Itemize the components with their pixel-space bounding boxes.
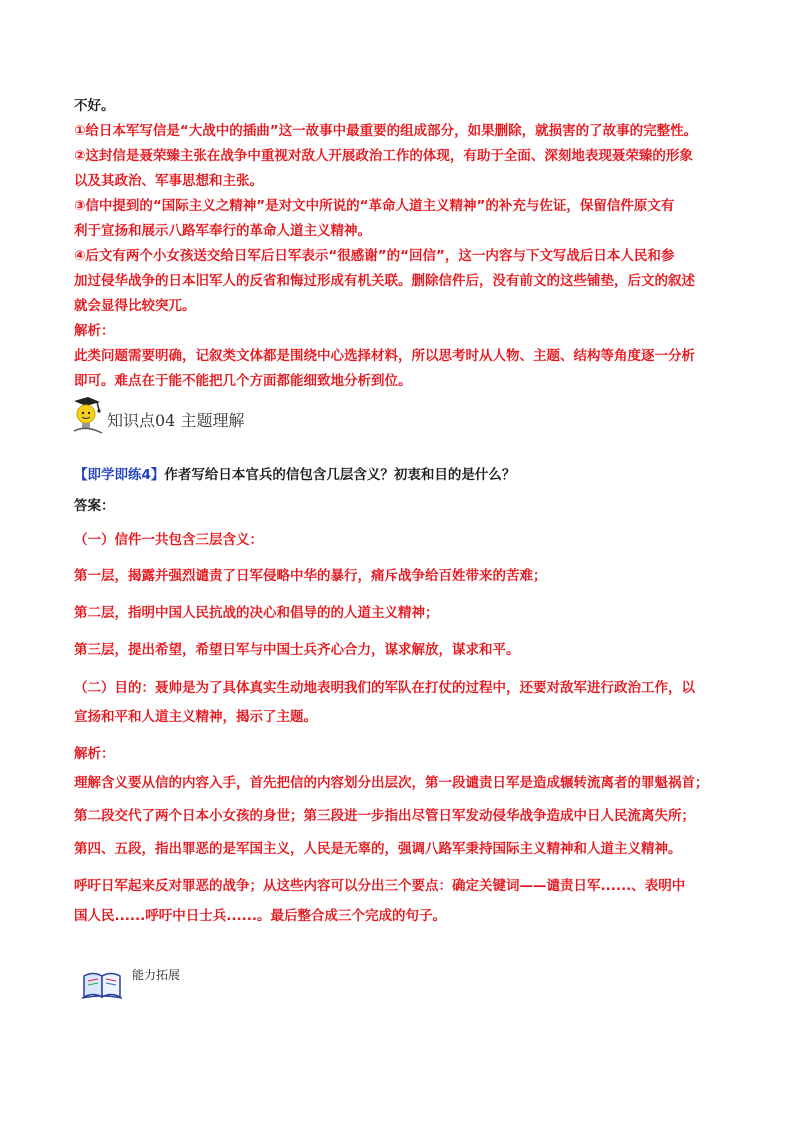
text-line: 第二段交代了两个日本小女孩的身世；第三段进一步指出尽管日军发动侵华战争造成中日人民流离失所； xyxy=(74,808,695,824)
exercise-tag: 【即学即练4】 xyxy=(74,467,165,483)
text-line: 国人民......呼吁中日士兵......。最后整合成三个完成的句子。 xyxy=(74,908,447,924)
text-line: ③信中提到的“国际主义之精神”是对文中所说的“革命人道主义精神”的补充与佐证，保留信件原文有 xyxy=(74,198,675,214)
text-line: 第四、五段，指出罪恶的是军国主义，人民是无辜的，强调八路军秉持国际主义精神和人道主义精神。 xyxy=(74,841,682,857)
answer-label: 答案： xyxy=(74,498,115,514)
text-line: 第三层，提出希望，希望日军与中国士兵齐心合力，谋求解放，谋求和平。 xyxy=(74,642,520,658)
text-line: 第一层，揭露并强烈谴责了日军侵略中华的暴行，痛斥战争给百姓带来的苦难； xyxy=(74,568,547,584)
text-line: ④后文有两个小女孩送交给日军后日军表示“很感谢”的“回信”，这一内容与下文写战后日本人民和参 xyxy=(74,248,675,264)
text-line: 第二层，指明中国人民抗战的决心和倡导的的人道主义精神； xyxy=(74,605,439,621)
exercise-question xyxy=(74,465,734,485)
text-line: 就会显得比较突兀。 xyxy=(74,298,196,314)
section-heading xyxy=(66,395,466,435)
text-line: 此类问题需要明确，记叙类文体都是围绕中心选择材料，所以思考时从人物、主题、结构等角度逐一分析 xyxy=(74,348,695,364)
question-text: 作者写给日本官兵的信包含几层含义？初衷和目的是什么？ xyxy=(164,467,516,483)
text-line: ①给日本军写信是“大战中的插曲”这一故事中最重要的组成部分，如果删除，就损害的了故事的完整性。 xyxy=(74,123,698,139)
ability-extension-heading xyxy=(80,962,280,1002)
text-line: 以及其政治、军事思想和主张。 xyxy=(74,173,263,189)
section-title: 知识点04 主题理解 xyxy=(107,411,245,430)
text-line: 加过侵华战争的日本旧军人的反省和悔过形成有机关联。删除信件后，没有前文的这些铺垫，后文的叙述 xyxy=(74,273,695,289)
student-bulb-icon xyxy=(66,395,106,439)
text-line: 理解含义要从信的内容入手，首先把信的内容划分出层次，第一段谴责日军是造成辗转流离者的罪魁祸首； xyxy=(74,775,709,791)
text-line: 即可。难点在于能不能把几个方面都能细致地分析到位。 xyxy=(74,373,412,389)
open-book-icon xyxy=(80,968,124,1004)
analysis-label: 解析： xyxy=(74,746,115,762)
text-line: 不好。 xyxy=(74,98,115,114)
text-line: （一）信件一共包含三层含义： xyxy=(74,532,263,548)
text-line: 呼吁日军起来反对罪恶的战争；从这些内容可以分出三个要点：确定关键词——谴责日军......、表明中 xyxy=(74,878,686,894)
extension-label: 能力拓展 xyxy=(132,968,181,982)
text-line: 宣扬和平和人道主义精神，揭示了主题。 xyxy=(74,709,317,725)
text-line: 利于宣扬和展示八路军奉行的革命人道主义精神。 xyxy=(74,223,371,239)
analysis-label: 解析： xyxy=(74,323,115,339)
text-line: （二）目的：聂帅是为了具体真实生动地表明我们的军队在打仗的过程中，还要对敌军进行政治工作，以 xyxy=(74,680,695,696)
text-line: ②这封信是聂荣臻主张在战争中重视对敌人开展政治工作的体现，有助于全面、深刻地表现聂荣臻的形象 xyxy=(74,148,693,164)
